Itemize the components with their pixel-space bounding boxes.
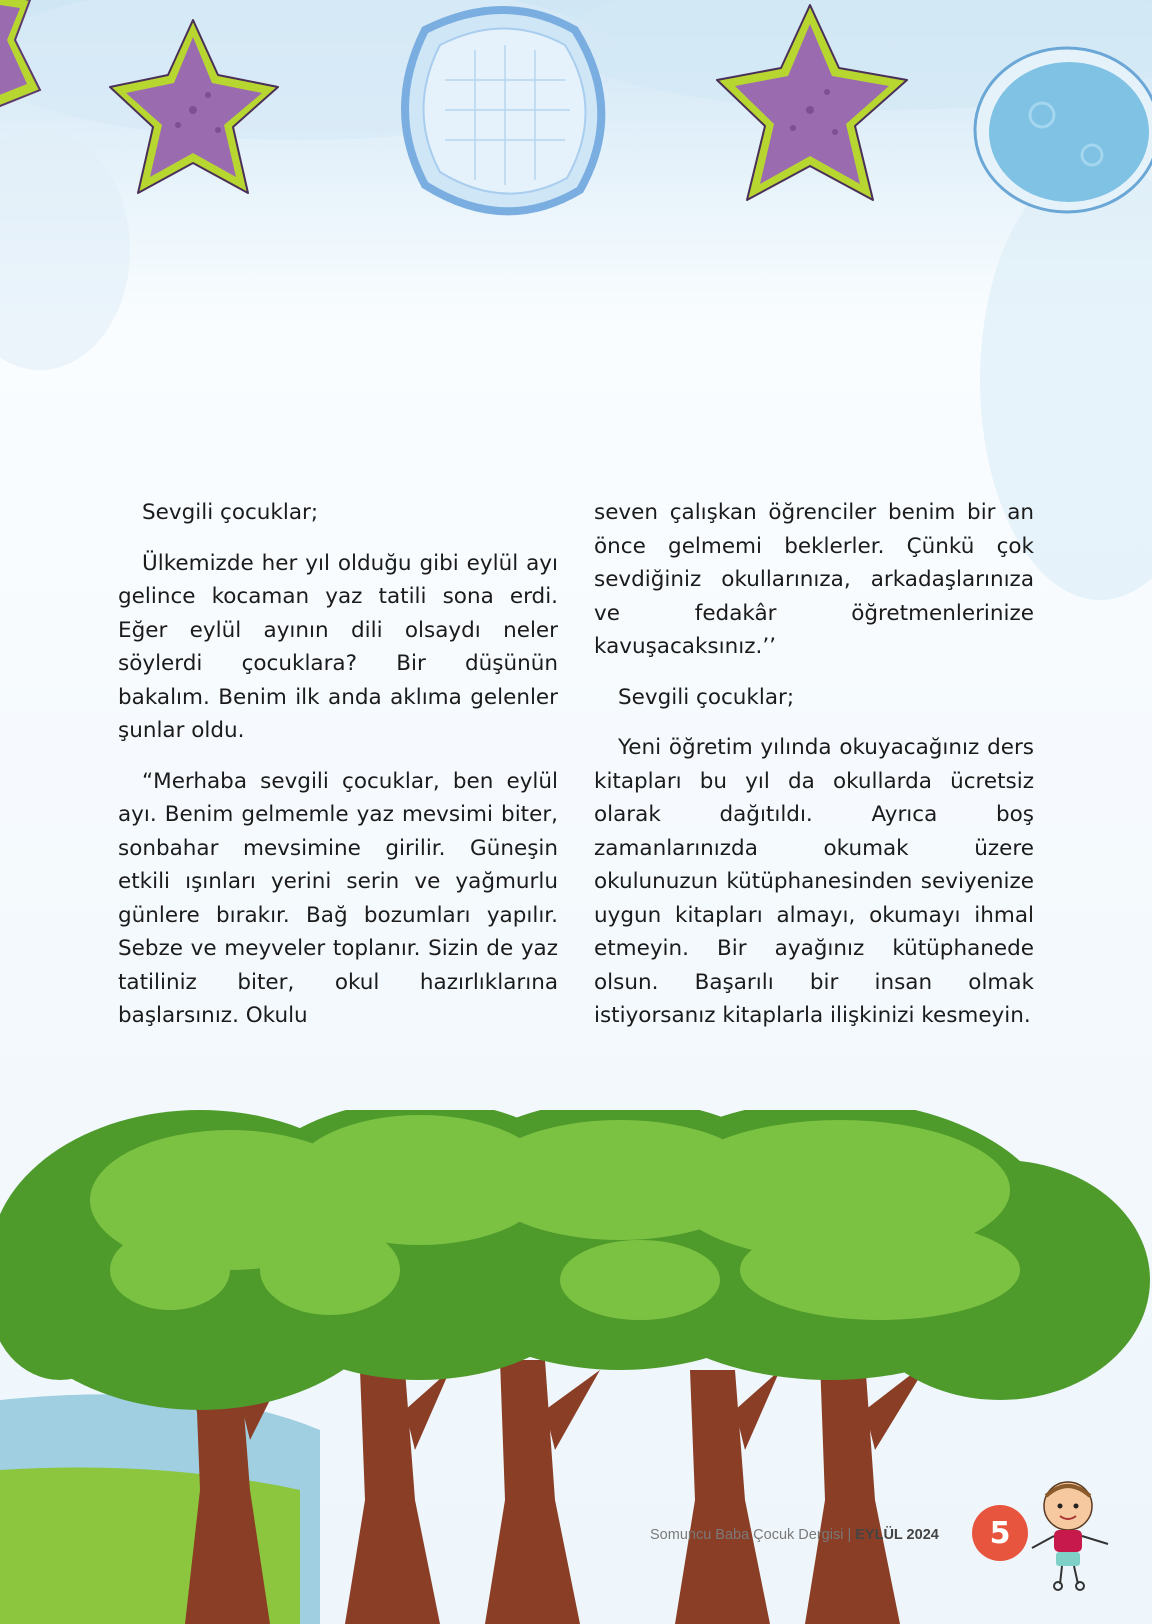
article-paragraph: Ülkemizde her yıl olduğu gibi eylül ayı gelince kocaman yaz tatili sona erdi. Eğer eylül ayının dili olsaydı neler söylerdi çocuklara? Bir düşünün bakalım. Benim ilk anda aklıma gelenler şunlar oldu. <box>118 550 558 743</box>
article-paragraph: Yeni öğretim yılında okuyacağınız ders kitapları bu yıl da okullarda ücretsiz olarak dağıtıldı. Ayrıca boş zamanlarınızda okumak üzere okulunuzun kütüphanesinden seviyenize uygun kitapları almayı, okumayı ihmal etmeyin. Bir ayağınız kütüphanede olsun. Başarılı bir insan olmak istiyorsanız kitaplarla ilişkinizi kesmeyin. <box>594 735 1034 1028</box>
square-bubble-icon <box>385 0 625 230</box>
boy-mascot-icon <box>1018 1476 1128 1596</box>
article-column-left <box>118 496 558 1050</box>
article-paragraph: Sevgili çocuklar; <box>142 500 319 525</box>
starfish-icon <box>0 0 70 150</box>
starfish-icon <box>715 0 915 210</box>
article-paragraph: Sevgili çocuklar; <box>618 684 795 710</box>
issue-month: EYLÜL 2024 <box>855 1527 939 1543</box>
starfish-icon <box>108 15 284 201</box>
magazine-name: Somuncu Baba Çocuk Dergisi | <box>650 1527 852 1543</box>
footer-magazine-line <box>650 1527 939 1543</box>
round-bubble-icon <box>972 45 1152 215</box>
article-paragraph: “Merhaba sevgili çocuklar, ben eylül ayı. Benim gelmemle yaz mevsimi biter, sonbahar mevsimine girilir. Güneşin etkili ışınları yerini serin ve yağmurlu günlere bırakır. Bağ bozumları yapılır. Sebze ve meyveler toplanır. Sizin de yaz tatiliniz biter, okul hazırlıklarına başlarsınız. Okulu <box>118 768 558 1028</box>
article-paragraph: seven çalışkan öğrenciler benim bir an önce gelmemi beklerler. Çünkü çok sevdiğiniz okullarınıza, arkadaşlarınıza ve fedakâr öğretmenlerinize kavuşacaksınız.’’ <box>594 500 1034 659</box>
article-column-right <box>594 496 1034 1050</box>
page-number-badge: 5 <box>972 1505 1028 1561</box>
